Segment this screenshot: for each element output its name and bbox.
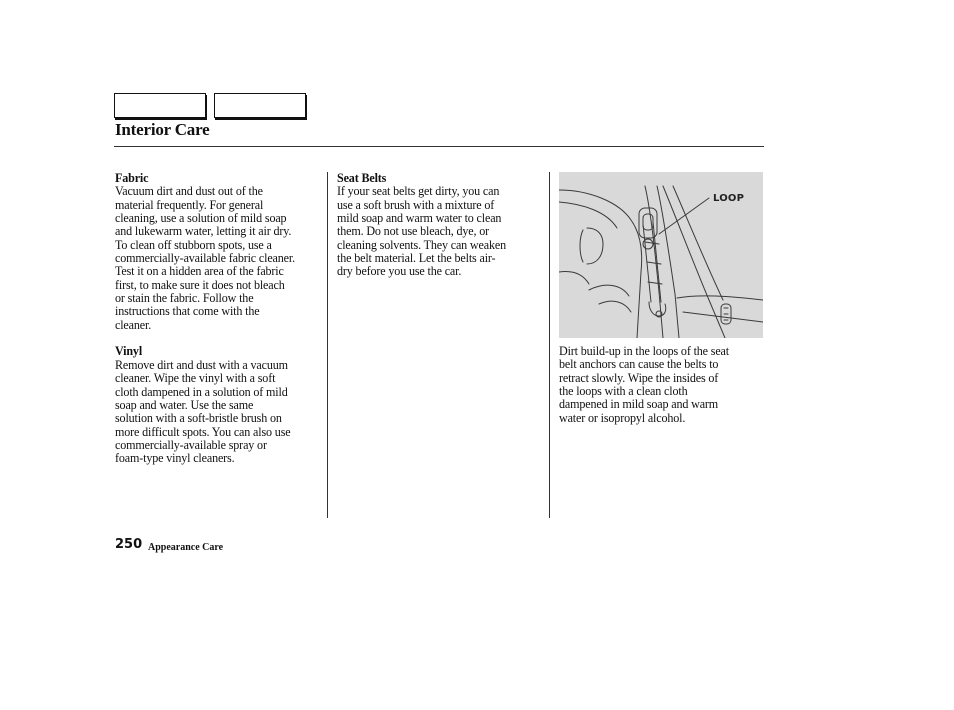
caption-line: Dirt build-up in the loops of the seat — [559, 344, 729, 358]
vinyl-line: soap and water. Use the same — [115, 397, 254, 412]
seat-belts-line: dry before you use the car. — [337, 264, 462, 279]
seat-belts-line: use a soft brush with a mixture of — [337, 197, 495, 212]
fabric-line: material frequently. For general — [115, 197, 264, 212]
seat-belts-heading: Seat Belts — [337, 171, 387, 185]
vinyl-line: commercially-available spray or — [115, 437, 267, 452]
caption-line: dampened in mild soap and warm — [559, 397, 719, 412]
caption-line: the loops with a clean cloth — [559, 384, 688, 399]
header-tab-box-right — [214, 93, 306, 118]
caption-line: water or isopropyl alcohol. — [559, 410, 686, 425]
fabric-line: commercially-available fabric cleaner. — [115, 251, 295, 266]
vinyl-heading: Vinyl — [115, 344, 143, 359]
fabric-line: cleaning, use a solution of mild soap — [115, 211, 287, 226]
vinyl-line: foam-type vinyl cleaners. — [115, 451, 235, 466]
fabric-line: cleaner. — [115, 317, 152, 332]
fabric-heading: Fabric — [115, 171, 149, 185]
vinyl-line: solution with a soft-bristle brush on — [115, 411, 282, 426]
fabric-line: first, to make sure it does not bleach — [115, 277, 285, 292]
seat-belts-line: cleaning solvents. They can weaken — [337, 237, 506, 252]
loop-label: LOOP — [713, 193, 745, 204]
seat-belts-line: mild soap and warm water to clean — [337, 211, 502, 226]
column-divider — [327, 172, 328, 518]
footer-section-name: Appearance Care — [148, 542, 224, 553]
fabric-line: To clean off stubborn spots, use a — [115, 237, 272, 252]
left-column — [115, 172, 325, 466]
caption-line: belt anchors can cause the belts to — [559, 357, 719, 372]
vinyl-line: Remove dirt and dust with a vacuum — [115, 357, 288, 372]
page-number: 250 — [115, 537, 143, 552]
title-divider — [114, 146, 764, 147]
column-divider — [549, 172, 550, 518]
seat-belts-line: the belt material. Let the belts air- — [337, 251, 496, 266]
seat-belts-line: them. Do not use bleach, dye, or — [337, 224, 490, 239]
fabric-line: and lukewarm water, letting it air dry. — [115, 224, 292, 239]
caption-line: retract slowly. Wipe the insides of — [559, 370, 719, 385]
seat-belts-line: If your seat belts get dirty, you can — [337, 184, 500, 199]
vinyl-line: cleaner. Wipe the vinyl with a soft — [115, 371, 276, 386]
fabric-line: or stain the fabric. Follow the — [115, 291, 254, 306]
figure-caption — [559, 345, 763, 425]
middle-column — [337, 172, 541, 279]
vinyl-line: cloth dampened in a solution of mild — [115, 384, 288, 399]
header-tab-box-left — [114, 93, 206, 118]
page-title: Interior Care — [115, 120, 210, 139]
fabric-line: Vacuum dirt and dust out of the — [115, 184, 263, 199]
fabric-line: instructions that come with the — [115, 304, 260, 319]
vinyl-line: more difficult spots. You can also use — [115, 424, 291, 439]
fabric-line: Test it on a hidden area of the fabric — [115, 264, 284, 279]
